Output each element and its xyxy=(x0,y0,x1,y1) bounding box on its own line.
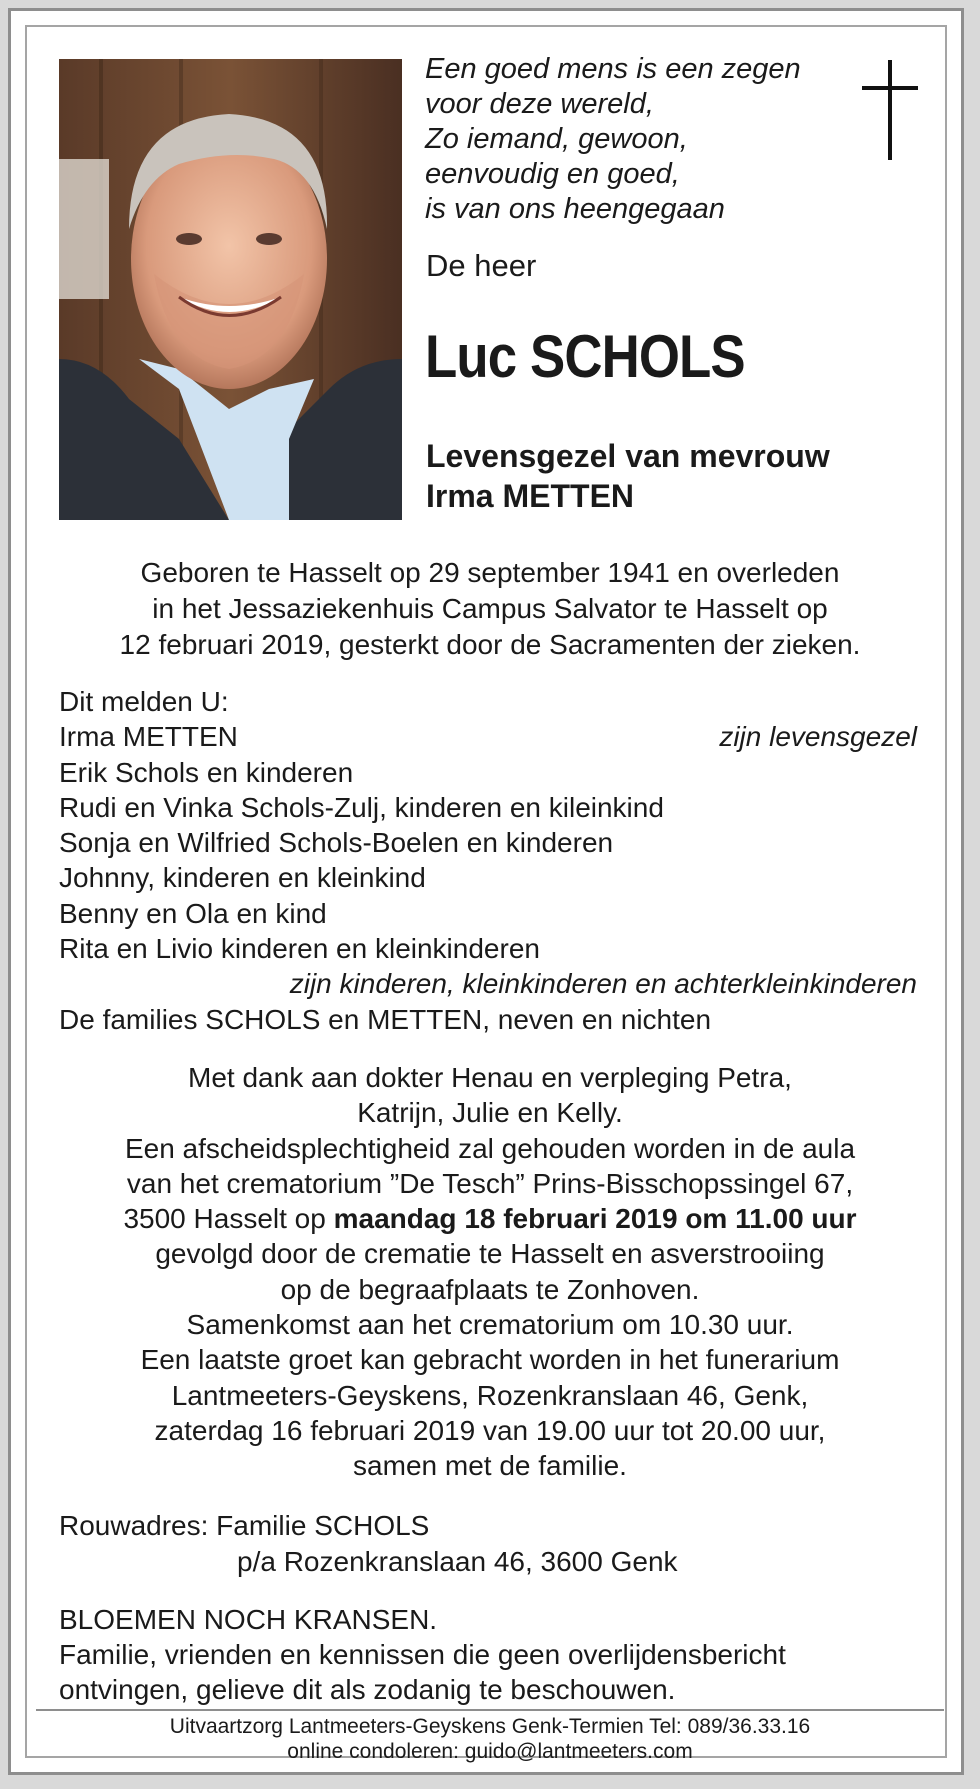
service-line: Lantmeeters-Geyskens, Rozenkranslaan 46, Genk, xyxy=(171,1379,809,1411)
flowers-notice xyxy=(59,1602,786,1707)
notify-child: Rita en Livio kinderen en kleinkinderen xyxy=(59,933,540,965)
partner-line: Irma METTEN xyxy=(426,478,635,514)
mourning-address xyxy=(59,1508,678,1580)
service-date: maandag 18 februari 2019 om 11.00 uur xyxy=(333,1203,857,1235)
address-line: Rouwadres: Familie SCHOLS xyxy=(59,1510,430,1541)
service-date-prefix: 3500 Hasselt op xyxy=(123,1203,334,1235)
notify-children-role: zijn kinderen, kleinkinderen en achterkleinkinderen xyxy=(289,968,917,1000)
memorial-poem xyxy=(425,52,825,227)
notify-families: De families SCHOLS en METTEN, neven en nichten xyxy=(59,1003,712,1035)
service-line: gevolgd door de crematie te Hasselt en asverstrooiing xyxy=(155,1238,825,1270)
footer-line: Uitvaartzorg Lantmeeters-Geyskens Genk-Termien Tel: 089/36.33.16 xyxy=(169,1715,811,1738)
poem-line: is van ons heengegaan xyxy=(425,193,725,225)
flowers-line: Familie, vrienden en kennissen die geen overlijdensbericht xyxy=(59,1639,786,1670)
service-line: op de begraafplaats te Zonhoven. xyxy=(280,1273,700,1305)
flowers-line: ontvingen, gelieve dit als zodanig te beschouwen. xyxy=(59,1674,676,1705)
service-line: Katrijn, Julie en Kelly. xyxy=(357,1097,623,1129)
birth-death-details xyxy=(40,555,940,663)
service-line: Een laatste groet kan gebracht worden in het funerarium xyxy=(140,1344,840,1376)
notify-partner-name: Irma METTEN xyxy=(59,721,238,753)
deceased-name: Luc SCHOLS xyxy=(425,323,745,390)
notify-child: Sonja en Wilfried Schols-Boelen en kinderen xyxy=(59,827,614,859)
service-line: van het crematorium ”De Tesch” Prins-Bisschopssingel 67, xyxy=(126,1167,854,1199)
footer-line: online condoleren: guido@lantmeeters.com xyxy=(287,1740,693,1763)
service-line: samen met de familie. xyxy=(353,1450,627,1482)
birth-line: in het Jessaziekenhuis Campus Salvator te Hasselt op xyxy=(152,593,828,624)
notify-partner-role: zijn levensgezel xyxy=(719,721,917,753)
birth-line: Geboren te Hasselt op 29 september 1941 en overleden xyxy=(140,557,840,588)
notify-child: Erik Schols en kinderen xyxy=(59,756,354,788)
notification-list xyxy=(59,684,919,1037)
partner-line: Levensgezel van mevrouw xyxy=(426,438,830,474)
notify-child: Johnny, kinderen en kleinkind xyxy=(59,862,426,894)
notify-partner-row xyxy=(59,719,919,754)
partner-info xyxy=(426,436,830,516)
service-details xyxy=(40,1060,940,1484)
birth-line: 12 februari 2019, gesterkt door de Sacramenten der zieken. xyxy=(119,629,861,660)
footer xyxy=(36,1714,944,1764)
notify-child: Benny en Ola en kind xyxy=(59,897,327,929)
flowers-line: BLOEMEN NOCH KRANSEN. xyxy=(59,1604,438,1635)
portrait-photo xyxy=(59,59,402,520)
service-line: Met dank aan dokter Henau en verpleging Petra, xyxy=(188,1062,792,1093)
footer-divider xyxy=(36,1709,944,1711)
service-line: zaterdag 16 februari 2019 van 19.00 uur tot 20.00 uur, xyxy=(154,1414,826,1446)
service-line: Samenkomst aan het crematorium om 10.30 uur. xyxy=(186,1309,794,1341)
service-line: Een afscheidsplechtigheid zal gehouden worden in de aula xyxy=(124,1132,856,1164)
address-line: p/a Rozenkranslaan 46, 3600 Genk xyxy=(237,1546,678,1577)
poem-line: eenvoudig en goed, xyxy=(425,158,680,190)
poem-line: voor deze wereld, xyxy=(425,88,654,120)
service-date-line xyxy=(40,1201,940,1236)
notify-child: Rudi en Vinka Schols-Zulj, kinderen en kileinkind xyxy=(59,791,664,823)
poem-line: Zo iemand, gewoon, xyxy=(425,123,688,155)
cross-icon xyxy=(862,60,918,160)
salutation: De heer xyxy=(426,248,537,283)
poem-line: Een goed mens is een zegen xyxy=(425,53,801,85)
notify-intro: Dit melden U: xyxy=(59,686,229,717)
